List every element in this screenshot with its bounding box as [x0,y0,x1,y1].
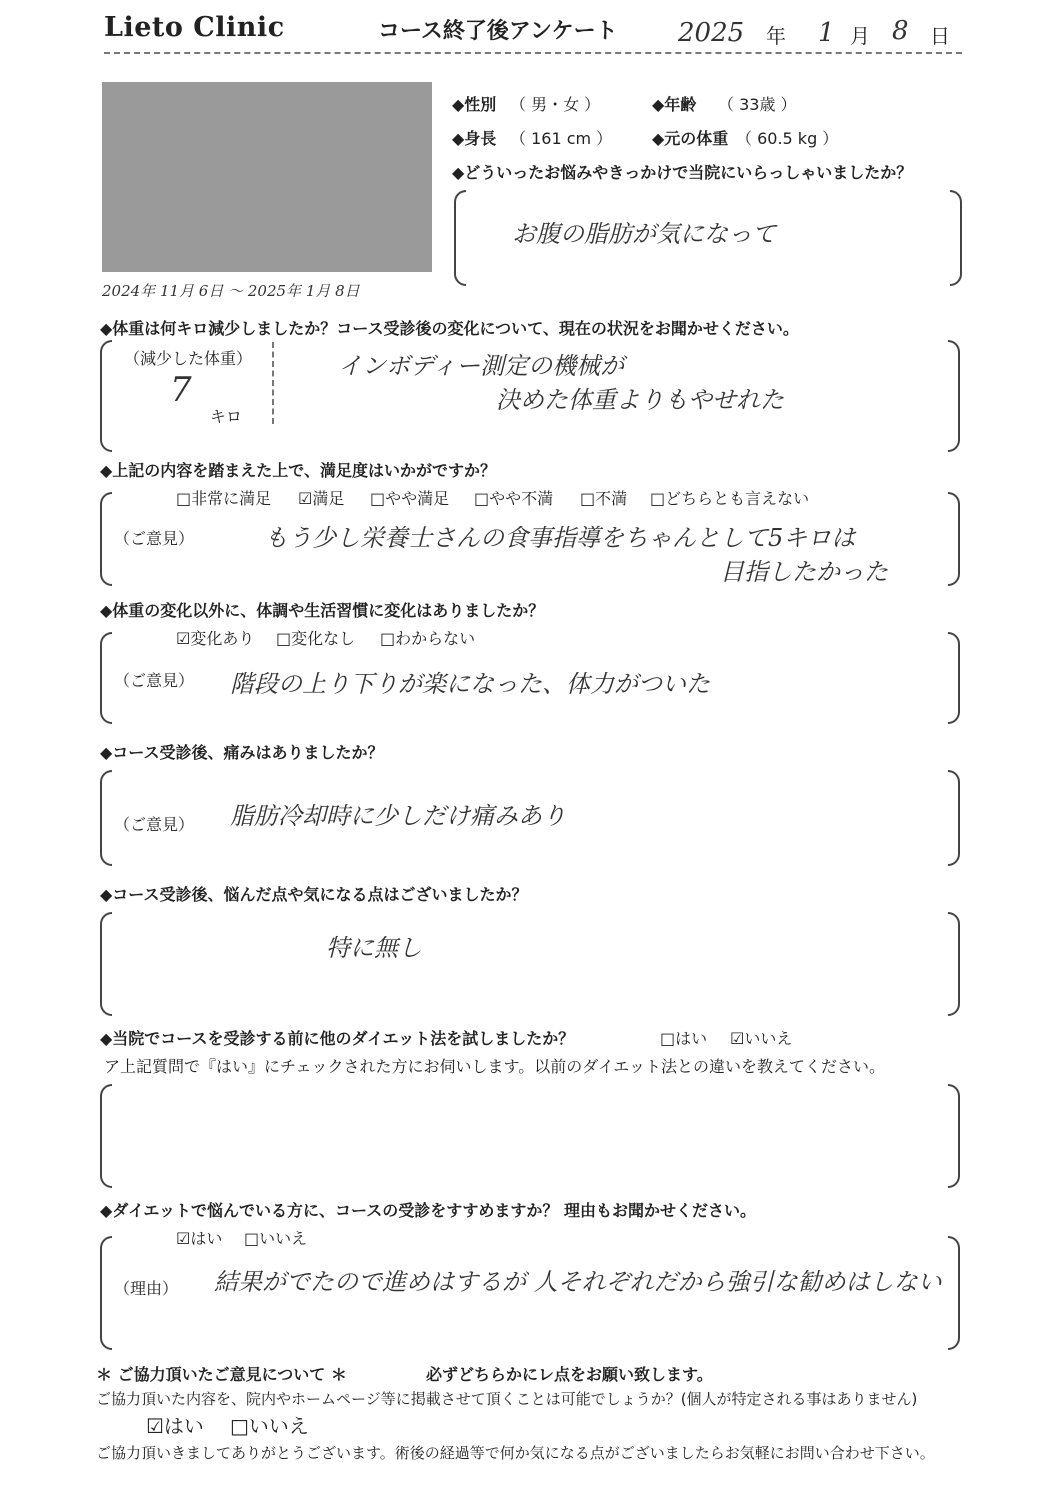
q2-option-dissatisfied[interactable]: □不満 [580,489,628,508]
date-year-label: 年 [766,24,786,48]
header-divider [104,52,962,54]
consent-option-yes[interactable]: ☑はい [146,1414,204,1438]
q7-reason-label: （理由） [114,1279,179,1298]
consent-question: ご協力頂いた内容を、院内やホームページ等に掲載させて頂くことは可能でしょうか？(個人が特定される事はありません) [96,1390,918,1408]
q1-comment-line1: インボディー測定の機械が [338,352,625,380]
q5-comment: 特に無し [326,934,422,962]
q2-comment-line2: 目指したかった [720,558,888,586]
q2-option-somewhat-satisfied[interactable]: □やや満足 [370,489,450,508]
clinic-logo: Lieto Clinic [104,12,285,43]
q2-opinion-label: （ご意見） [114,529,195,548]
height-value: （ 161 cm ） [510,129,613,148]
q2-option-somewhat-dissatisfied[interactable]: □やや不満 [474,489,554,508]
form-title: コース終了後アンケート [378,19,618,44]
q6-box-right [948,1084,960,1188]
q1-reduced-label: （減少した体重） [124,349,253,368]
q6-box-left [100,1084,112,1188]
q1-divider [272,342,274,424]
q3-option-changed[interactable]: ☑変化あり [176,629,255,648]
q7-box-right [948,1236,960,1350]
q2-box-left [100,492,112,586]
q7-comment: 結果がでたので進めはするが 人それぞれだから強引な勧めはしない [214,1268,942,1296]
date-day: 8 [892,16,909,46]
footer-heading-note: 必ずどちらかにレ点をお願い致します。 [426,1365,713,1384]
q6-question: ◆当院でコースを受診する前に他のダイエット法を試しましたか？ [100,1029,575,1048]
date-month-label: 月 [850,24,870,48]
q6-sub-question: ア上記質問で『はい』にチェックされた方にお伺いします。以前のダイエット法との違いを教えてください。 [104,1057,885,1076]
q7-question: ◆ダイエットで悩んでいる方に、コースの受診をすすめますか？ 理由もお聞かせください。 [100,1201,756,1220]
q1-comment-line2: 決めた体重よりもやせれた [496,386,784,414]
age-label: ◆年齢 [652,95,697,114]
q3-comment: 階段の上り下りが楽になった、体力がついた [230,670,710,698]
q2-option-very-satisfied[interactable]: □非常に満足 [176,489,272,508]
reason-question: ◆どういったお悩みやきっかけで当院にいらっしゃいましたか？ [452,163,913,182]
q7-option-no[interactable]: □いいえ [244,1229,308,1248]
q3-box-left [100,632,112,724]
gender-options: （ 男・女 ） [510,95,601,114]
q4-question: ◆コース受診後、痛みはありましたか？ [100,743,384,762]
q3-box-right [948,632,960,724]
reason-answer: お腹の脂肪が気になって [512,220,776,248]
q1-box-left [100,340,112,452]
q4-box-right [948,770,960,866]
q2-option-neutral[interactable]: □どちらとも言えない [650,489,810,508]
age-value: （ 33歳 ） [718,95,797,114]
reason-box-right [950,190,962,286]
q2-comment-line1: もう少し栄養士さんの食事指導をちゃんとして5キロは [264,524,856,552]
q3-option-unsure[interactable]: □わからない [380,629,476,648]
q2-question: ◆上記の内容を踏まえた上で、満足度はいかがですか？ [100,461,496,480]
q5-question: ◆コース受診後、悩んだ点や気になる点はございましたか？ [100,885,528,904]
q3-question: ◆体重の変化以外に、体調や生活習慣に変化はありましたか？ [100,601,545,620]
thanks-message: ご協力頂いきましてありがとうございます。術後の経過等で何か気になる点がございましたらお気軽にお問い合わせ下さい。 [96,1444,935,1462]
q4-box-left [100,770,112,866]
q1-reduced-value: 7 [170,370,192,410]
q4-opinion-label: （ご意見） [114,815,195,834]
gender-label: ◆性別 [452,95,497,114]
q1-box-right [948,340,960,452]
q2-option-satisfied[interactable]: ☑満足 [298,489,345,508]
date-year: 2025 [678,18,745,48]
q3-opinion-label: （ご意見） [114,671,195,690]
course-period: 2024年 11月 6日 〜 2025年 1月 8日 [102,282,360,300]
q7-option-yes[interactable]: ☑はい [176,1229,223,1248]
orig-weight-label: ◆元の体重 [652,129,729,148]
q6-option-yes[interactable]: □はい [660,1029,708,1048]
q3-option-no-change[interactable]: □変化なし [276,629,356,648]
footer-heading: ＊ ご協力頂いたご意見について ＊ [96,1365,347,1384]
date-month: 1 [818,18,835,48]
height-label: ◆身長 [452,129,497,148]
orig-weight-value: （ 60.5 kg ） [736,129,839,148]
q5-box-left [100,912,112,1016]
q7-box-left [100,1236,112,1350]
consent-option-no[interactable]: □いいえ [230,1414,309,1438]
q1-question: ◆体重は何キロ減少しましたか？コース受診後の変化について、現在の状況をお聞かせください。 [100,319,799,338]
photo-placeholder [102,82,432,272]
reason-box-left [454,190,466,286]
date-day-label: 日 [930,24,950,48]
q4-comment: 脂肪冷却時に少しだけ痛みあり [230,802,566,830]
q6-option-no[interactable]: ☑いいえ [730,1029,793,1048]
q1-reduced-unit: キロ [210,407,243,426]
q2-box-right [948,492,960,586]
q5-box-right [948,912,960,1016]
